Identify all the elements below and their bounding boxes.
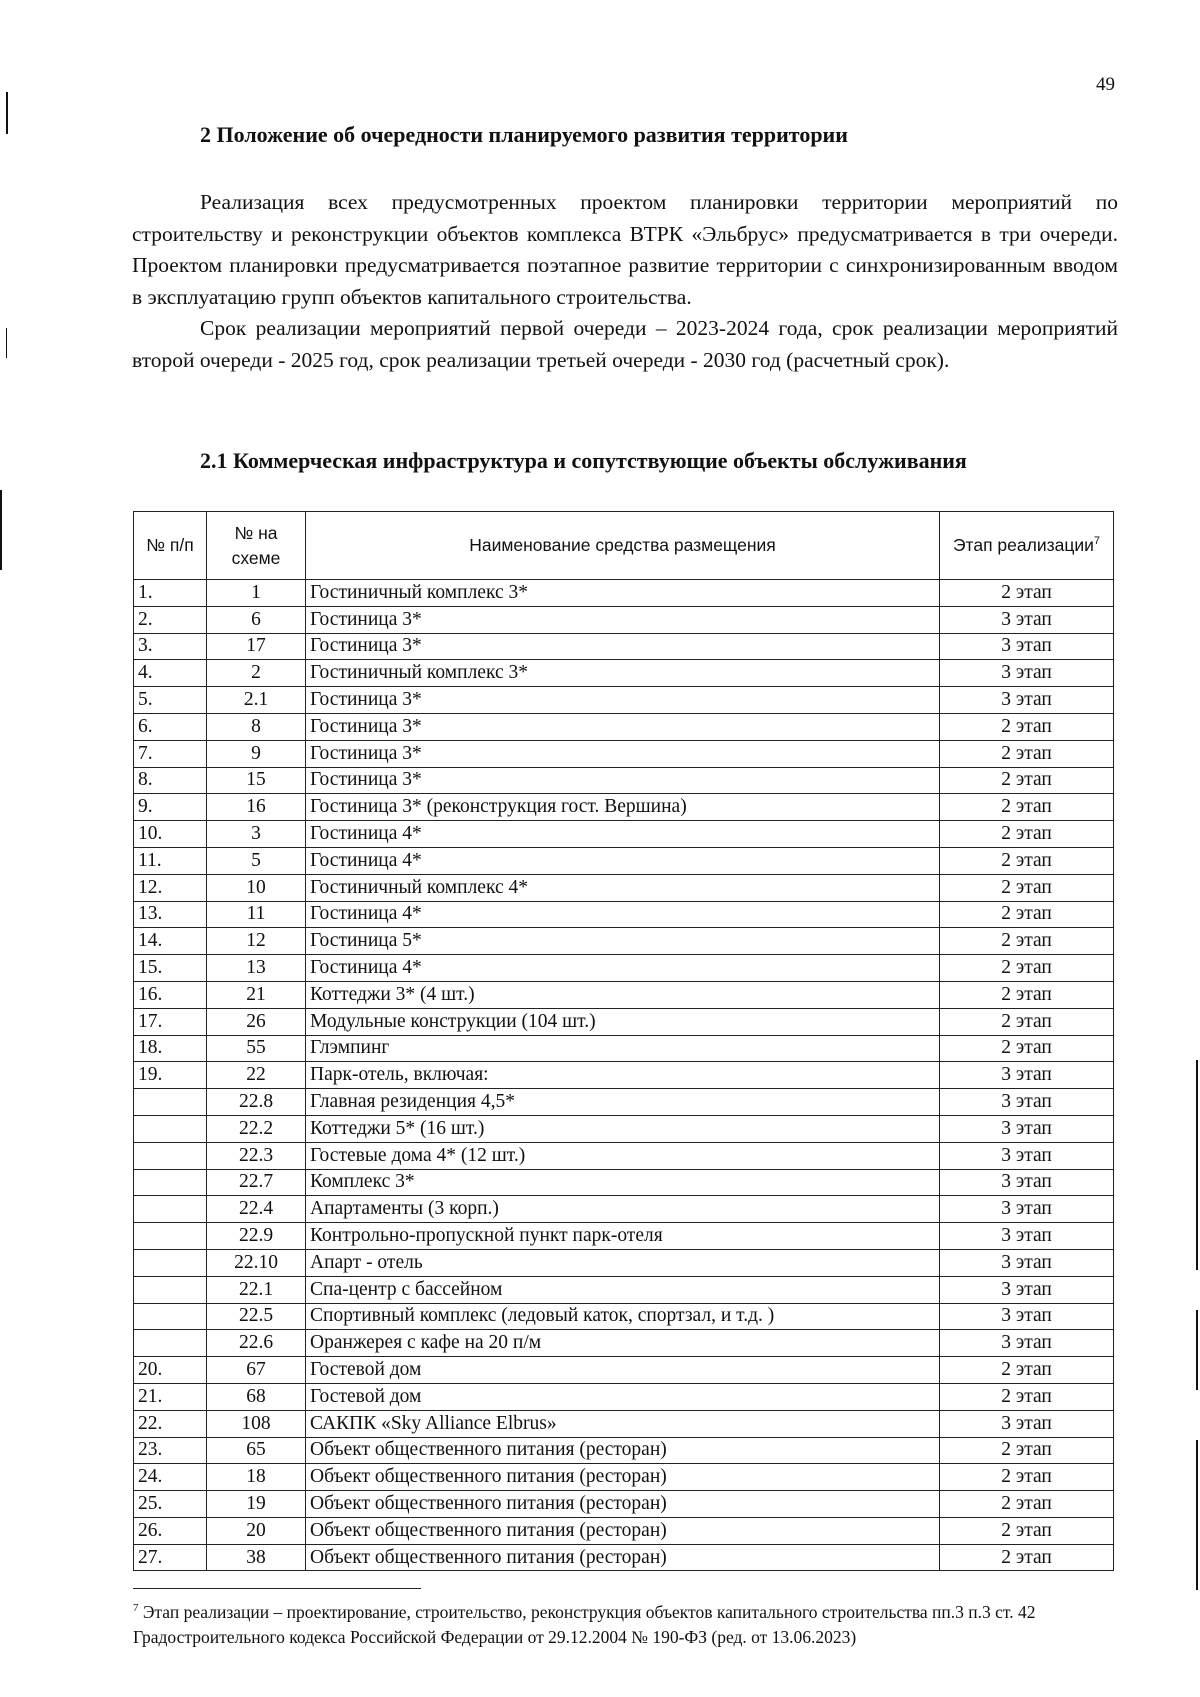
- cell-name: Гостевые дома 4* (12 шт.): [306, 1142, 940, 1169]
- paragraph-1: [132, 187, 1118, 313]
- cell-num: 24.: [134, 1464, 207, 1491]
- cell-num: 6.: [134, 713, 207, 740]
- cell-scheme: 8: [207, 713, 306, 740]
- table-row: [134, 1517, 1114, 1544]
- table-header-row: [134, 512, 1114, 580]
- cell-name: Коттеджи 5* (16 шт.): [306, 1115, 940, 1142]
- cell-name: Гостиница 3*: [306, 713, 940, 740]
- cell-num: 2.: [134, 606, 207, 633]
- cell-num: 16.: [134, 981, 207, 1008]
- cell-stage: 3 этап: [940, 606, 1114, 633]
- footnote-mark: 7: [133, 1602, 139, 1615]
- cell-stage: 3 этап: [940, 1196, 1114, 1223]
- cell-name: Апартаменты (3 корп.): [306, 1196, 940, 1223]
- cell-scheme: 11: [207, 901, 306, 928]
- cell-scheme: 10: [207, 874, 306, 901]
- table-row: [134, 1491, 1114, 1518]
- cell-num: 4.: [134, 660, 207, 687]
- cell-stage: 2 этап: [940, 981, 1114, 1008]
- cell-scheme: 15: [207, 767, 306, 794]
- table-row: [134, 1544, 1114, 1571]
- cell-stage: 2 этап: [940, 901, 1114, 928]
- cell-scheme: 67: [207, 1357, 306, 1384]
- table-row: [134, 606, 1114, 633]
- cell-name: Гостиница 4*: [306, 955, 940, 982]
- table-row: [134, 1303, 1114, 1330]
- scan-mark: [6, 92, 8, 134]
- cell-stage: 2 этап: [940, 847, 1114, 874]
- table-row: [134, 847, 1114, 874]
- cell-name: Гостиница 3* (реконструкция гост. Вершина): [306, 794, 940, 821]
- cell-stage: 3 этап: [940, 1169, 1114, 1196]
- cell-name: Спортивный комплекс (ледовый каток, спортзал, и т.д. ): [306, 1303, 940, 1330]
- cell-stage: 3 этап: [940, 1410, 1114, 1437]
- cell-num: 7.: [134, 740, 207, 767]
- header-scheme: № на схеме: [207, 512, 306, 580]
- cell-name: Гостиница 3*: [306, 767, 940, 794]
- cell-stage: 3 этап: [940, 1089, 1114, 1116]
- section-title: 2 Положение об очередности планируемого развития территории: [200, 122, 848, 147]
- cell-name: Гостевой дом: [306, 1383, 940, 1410]
- cell-scheme: 65: [207, 1437, 306, 1464]
- table-row: [134, 794, 1114, 821]
- scan-mark: [0, 490, 2, 570]
- table-row: [134, 687, 1114, 714]
- paragraph-2: [132, 313, 1118, 376]
- cell-name: Гостиничный комплекс 3*: [306, 580, 940, 607]
- cell-name: Объект общественного питания (ресторан): [306, 1491, 940, 1518]
- cell-scheme: 16: [207, 794, 306, 821]
- cell-stage: 3 этап: [940, 1223, 1114, 1250]
- cell-name: Модульные конструкции (104 шт.): [306, 1008, 940, 1035]
- cell-stage: 2 этап: [940, 740, 1114, 767]
- cell-scheme: 22.4: [207, 1196, 306, 1223]
- cell-name: Объект общественного питания (ресторан): [306, 1517, 940, 1544]
- table-row: [134, 1008, 1114, 1035]
- table-row: [134, 901, 1114, 928]
- cell-num: 25.: [134, 1491, 207, 1518]
- cell-scheme: 6: [207, 606, 306, 633]
- cell-scheme: 3: [207, 821, 306, 848]
- table-row: [134, 1249, 1114, 1276]
- footnote-ref: 7: [1093, 535, 1101, 548]
- scan-mark: [6, 328, 7, 358]
- paragraph-text: Реализация всех предусмотренных проектом планировки территории мероприятий по строительству и реконструкции объектов комплекса ВТРК «Эльбрус» предусматривается в три очереди. Проектом планировки предусматривается поэтапное развитие территории с синхронизированным вводом в эксплуатацию групп объектов капитального строительства.: [132, 190, 1118, 309]
- cell-scheme: 22.6: [207, 1330, 306, 1357]
- cell-scheme: 108: [207, 1410, 306, 1437]
- cell-stage: 2 этап: [940, 1517, 1114, 1544]
- table-row: [134, 660, 1114, 687]
- cell-scheme: 13: [207, 955, 306, 982]
- cell-name: Гостиница 3*: [306, 633, 940, 660]
- table-row: [134, 1330, 1114, 1357]
- cell-num: 1.: [134, 580, 207, 607]
- cell-scheme: 68: [207, 1383, 306, 1410]
- cell-scheme: 22.1: [207, 1276, 306, 1303]
- cell-name: Глэмпинг: [306, 1035, 940, 1062]
- cell-num: 27.: [134, 1544, 207, 1571]
- cell-num: 9.: [134, 794, 207, 821]
- cell-stage: 2 этап: [940, 794, 1114, 821]
- cell-stage: 3 этап: [940, 1303, 1114, 1330]
- cell-num: 15.: [134, 955, 207, 982]
- cell-scheme: 18: [207, 1464, 306, 1491]
- cell-num: [134, 1115, 207, 1142]
- cell-name: Гостиница 3*: [306, 687, 940, 714]
- cell-num: 14.: [134, 928, 207, 955]
- subsection-title: 2.1 Коммерческая инфраструктура и сопутствующие объекты обслуживания: [200, 448, 967, 473]
- table-row: [134, 1169, 1114, 1196]
- cell-name: Гостиничный комплекс 3*: [306, 660, 940, 687]
- cell-name: САКПК «Sky Alliance Elbrus»: [306, 1410, 940, 1437]
- table-row: [134, 1276, 1114, 1303]
- page-number: 49: [1096, 74, 1115, 95]
- cell-scheme: 5: [207, 847, 306, 874]
- cell-scheme: 9: [207, 740, 306, 767]
- cell-num: 8.: [134, 767, 207, 794]
- cell-name: Гостиница 4*: [306, 901, 940, 928]
- cell-scheme: 22.8: [207, 1089, 306, 1116]
- cell-stage: 3 этап: [940, 1330, 1114, 1357]
- cell-scheme: 38: [207, 1544, 306, 1571]
- table-row: [134, 874, 1114, 901]
- cell-num: 13.: [134, 901, 207, 928]
- footnote: [133, 1600, 1118, 1650]
- table-row: [134, 1035, 1114, 1062]
- cell-stage: 2 этап: [940, 821, 1114, 848]
- table-row: [134, 955, 1114, 982]
- header-stage: [940, 512, 1114, 580]
- table-row: [134, 821, 1114, 848]
- cell-num: 10.: [134, 821, 207, 848]
- table-body: [134, 580, 1114, 1571]
- table-row: [134, 740, 1114, 767]
- cell-stage: 2 этап: [940, 1035, 1114, 1062]
- cell-num: [134, 1196, 207, 1223]
- cell-num: 18.: [134, 1035, 207, 1062]
- cell-stage: 2 этап: [940, 1464, 1114, 1491]
- cell-name: Гостиница 4*: [306, 821, 940, 848]
- cell-name: Гостиница 3*: [306, 740, 940, 767]
- table-row: [134, 928, 1114, 955]
- cell-stage: 2 этап: [940, 580, 1114, 607]
- scan-mark: [1196, 1440, 1198, 1590]
- cell-name: Спа-центр с бассейном: [306, 1276, 940, 1303]
- scan-mark: [1196, 1310, 1198, 1390]
- header-stage-label: Этап реализации: [952, 535, 1094, 555]
- cell-scheme: 21: [207, 981, 306, 1008]
- table-row: [134, 981, 1114, 1008]
- cell-num: [134, 1223, 207, 1250]
- cell-name: Оранжерея с кафе на 20 п/м: [306, 1330, 940, 1357]
- table-row: [134, 1223, 1114, 1250]
- cell-scheme: 1: [207, 580, 306, 607]
- cell-stage: 2 этап: [940, 1357, 1114, 1384]
- cell-scheme: 22.3: [207, 1142, 306, 1169]
- cell-stage: 2 этап: [940, 713, 1114, 740]
- footnote-divider: [133, 1588, 421, 1589]
- cell-name: Комплекс 3*: [306, 1169, 940, 1196]
- table-row: [134, 1437, 1114, 1464]
- header-num: № п/п: [134, 512, 207, 580]
- cell-scheme: 20: [207, 1517, 306, 1544]
- cell-name: Главная резиденция 4,5*: [306, 1089, 940, 1116]
- cell-scheme: 22.9: [207, 1223, 306, 1250]
- cell-stage: 2 этап: [940, 1491, 1114, 1518]
- cell-name: Гостевой дом: [306, 1357, 940, 1384]
- cell-scheme: 19: [207, 1491, 306, 1518]
- cell-scheme: 17: [207, 633, 306, 660]
- cell-name: Контрольно-пропускной пункт парк-отеля: [306, 1223, 940, 1250]
- cell-stage: 3 этап: [940, 687, 1114, 714]
- cell-stage: 2 этап: [940, 874, 1114, 901]
- cell-stage: 2 этап: [940, 955, 1114, 982]
- cell-scheme: 2.1: [207, 687, 306, 714]
- cell-name: Объект общественного питания (ресторан): [306, 1437, 940, 1464]
- table-row: [134, 580, 1114, 607]
- cell-stage: 3 этап: [940, 1115, 1114, 1142]
- accommodation-table: [133, 511, 1114, 1571]
- cell-num: 22.: [134, 1410, 207, 1437]
- cell-num: 11.: [134, 847, 207, 874]
- table-row: [134, 1062, 1114, 1089]
- cell-num: 17.: [134, 1008, 207, 1035]
- cell-stage: 2 этап: [940, 928, 1114, 955]
- cell-name: Коттеджи 3* (4 шт.): [306, 981, 940, 1008]
- cell-scheme: 22.7: [207, 1169, 306, 1196]
- cell-num: [134, 1089, 207, 1116]
- cell-num: [134, 1276, 207, 1303]
- cell-num: [134, 1249, 207, 1276]
- cell-num: 3.: [134, 633, 207, 660]
- table-row: [134, 1089, 1114, 1116]
- cell-stage: 2 этап: [940, 1437, 1114, 1464]
- cell-scheme: 22.10: [207, 1249, 306, 1276]
- cell-stage: 2 этап: [940, 767, 1114, 794]
- cell-num: [134, 1142, 207, 1169]
- table-row: [134, 1410, 1114, 1437]
- cell-num: 21.: [134, 1383, 207, 1410]
- cell-num: 19.: [134, 1062, 207, 1089]
- cell-scheme: 12: [207, 928, 306, 955]
- cell-num: 12.: [134, 874, 207, 901]
- table-row: [134, 633, 1114, 660]
- cell-name: Апарт - отель: [306, 1249, 940, 1276]
- table-row: [134, 1196, 1114, 1223]
- paragraph-text: Срок реализации мероприятий первой очереди – 2023-2024 года, срок реализации мероприятий второй очереди - 2025 год, срок реализации третьей очереди - 2030 год (расчетный срок).: [132, 316, 1118, 372]
- cell-scheme: 22: [207, 1062, 306, 1089]
- cell-num: [134, 1303, 207, 1330]
- cell-scheme: 22.2: [207, 1115, 306, 1142]
- cell-num: 5.: [134, 687, 207, 714]
- cell-stage: 2 этап: [940, 1544, 1114, 1571]
- cell-name: Парк-отель, включая:: [306, 1062, 940, 1089]
- cell-scheme: 55: [207, 1035, 306, 1062]
- table-row: [134, 767, 1114, 794]
- cell-name: Объект общественного питания (ресторан): [306, 1464, 940, 1491]
- header-name: Наименование средства размещения: [306, 512, 940, 580]
- footnote-text: Этап реализации – проектирование, строительство, реконструкция объектов капитального строительства пп.3 п.3 ст. 42 Градостроительного кодекса Российской Федерации от 29.12.2004 № 190-ФЗ (ред. от 13.06.2023): [133, 1602, 1036, 1647]
- cell-num: 20.: [134, 1357, 207, 1384]
- cell-stage: 3 этап: [940, 660, 1114, 687]
- cell-num: [134, 1169, 207, 1196]
- scan-mark: [1196, 1060, 1198, 1270]
- table-row: [134, 1115, 1114, 1142]
- cell-name: Гостиница 5*: [306, 928, 940, 955]
- table-row: [134, 1142, 1114, 1169]
- cell-num: 26.: [134, 1517, 207, 1544]
- cell-scheme: 2: [207, 660, 306, 687]
- cell-name: Гостиничный комплекс 4*: [306, 874, 940, 901]
- table-row: [134, 1383, 1114, 1410]
- cell-name: Гостиница 4*: [306, 847, 940, 874]
- table-row: [134, 713, 1114, 740]
- cell-stage: 2 этап: [940, 1383, 1114, 1410]
- table-row: [134, 1357, 1114, 1384]
- cell-stage: 3 этап: [940, 1276, 1114, 1303]
- cell-name: Объект общественного питания (ресторан): [306, 1544, 940, 1571]
- cell-scheme: 22.5: [207, 1303, 306, 1330]
- cell-num: 23.: [134, 1437, 207, 1464]
- cell-scheme: 26: [207, 1008, 306, 1035]
- cell-stage: 2 этап: [940, 1008, 1114, 1035]
- cell-stage: 3 этап: [940, 1142, 1114, 1169]
- cell-stage: 3 этап: [940, 1249, 1114, 1276]
- cell-stage: 3 этап: [940, 633, 1114, 660]
- cell-name: Гостиница 3*: [306, 606, 940, 633]
- cell-num: [134, 1330, 207, 1357]
- table-row: [134, 1464, 1114, 1491]
- cell-stage: 3 этап: [940, 1062, 1114, 1089]
